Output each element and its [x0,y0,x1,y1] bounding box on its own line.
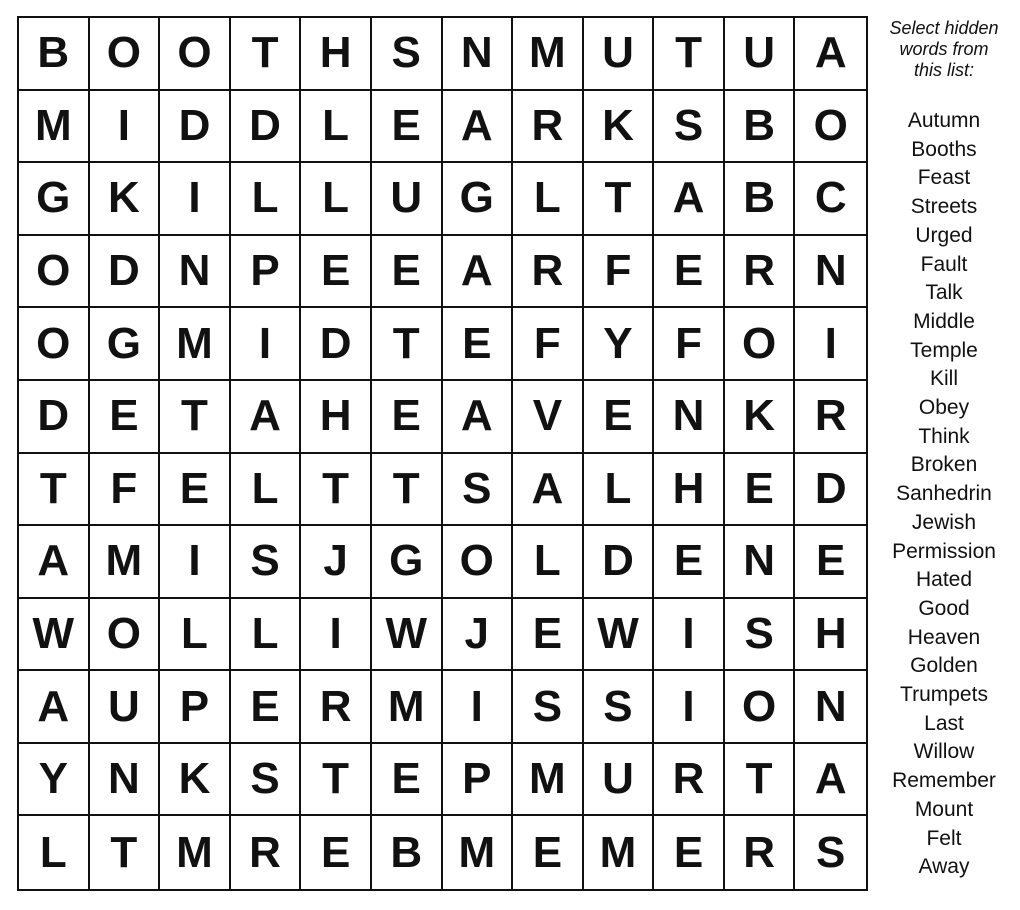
grid-cell[interactable]: E [725,454,796,527]
grid-cell[interactable]: J [443,599,514,672]
word-list-item[interactable]: Remember [892,769,996,793]
grid-cell[interactable]: C [795,163,866,236]
word-list-item[interactable]: Away [918,855,970,879]
grid-cell[interactable]: L [584,454,655,527]
grid-cell[interactable]: T [584,163,655,236]
grid-cell[interactable]: N [795,671,866,744]
grid-cell[interactable]: M [443,816,514,889]
grid-cell[interactable]: O [19,308,90,381]
word-list [872,107,1016,882]
grid-cell[interactable]: S [372,18,443,91]
grid-cell[interactable]: A [513,454,584,527]
word-list-item[interactable]: Mount [914,797,974,821]
grid-cell[interactable]: G [372,526,443,599]
word-list-item[interactable]: Last [924,711,964,735]
grid-cell[interactable]: L [160,599,231,672]
grid-cell[interactable]: H [301,18,372,91]
grid-cell[interactable]: U [372,163,443,236]
grid-cell[interactable]: D [160,91,231,164]
grid-cell[interactable]: R [301,671,372,744]
grid-cell[interactable]: D [90,236,161,309]
grid-cell[interactable]: L [513,526,584,599]
word-list-panel [872,18,1016,882]
grid-cell[interactable]: N [160,236,231,309]
grid-cell[interactable]: K [160,744,231,817]
grid-cell[interactable]: B [725,91,796,164]
grid-cell[interactable]: I [301,599,372,672]
grid-cell[interactable]: H [795,599,866,672]
grid-cell[interactable]: R [795,381,866,454]
grid-cell[interactable]: O [725,308,796,381]
grid-cell[interactable]: D [584,526,655,599]
grid-cell[interactable]: W [372,599,443,672]
grid-cell[interactable]: E [513,599,584,672]
grid-cell[interactable]: M [160,308,231,381]
grid-cell[interactable]: R [725,236,796,309]
grid-cell[interactable]: M [372,671,443,744]
grid-cell[interactable]: M [19,91,90,164]
grid-cell[interactable]: T [301,454,372,527]
grid-cell[interactable]: W [584,599,655,672]
grid-cell[interactable]: N [795,236,866,309]
grid-cell[interactable]: A [443,91,514,164]
word-list-item[interactable]: Urged [915,223,973,247]
grid-cell[interactable]: I [160,163,231,236]
grid-cell[interactable]: I [654,599,725,672]
grid-cell[interactable]: P [443,744,514,817]
grid-cell[interactable]: J [301,526,372,599]
instructions-text: Select hidden words from this list: [889,18,999,80]
word-list-item[interactable]: Middle [913,309,975,333]
grid-cell[interactable]: I [654,671,725,744]
word-list-item[interactable]: Booths [911,137,977,161]
grid-cell[interactable]: M [513,744,584,817]
word-list-item[interactable]: Streets [910,195,978,219]
grid-cell[interactable]: B [725,163,796,236]
grid-cell[interactable]: S [443,454,514,527]
grid-cell[interactable]: E [584,381,655,454]
grid-cell[interactable]: M [160,816,231,889]
grid-cell[interactable]: U [725,18,796,91]
word-list-item[interactable]: Kill [929,367,958,391]
grid-cell[interactable]: U [584,744,655,817]
grid-cell[interactable]: S [513,671,584,744]
grid-cell[interactable]: E [90,381,161,454]
grid-cell[interactable]: L [19,816,90,889]
word-list-item[interactable]: Sanhedrin [896,482,992,506]
grid-cell[interactable]: E [372,381,443,454]
grid-cell[interactable]: L [231,163,302,236]
grid-cell[interactable]: F [513,308,584,381]
grid-cell[interactable]: R [513,236,584,309]
grid-cell[interactable]: R [654,744,725,817]
word-list-item[interactable]: Heaven [907,625,981,649]
grid-cell[interactable]: E [160,454,231,527]
grid-cell[interactable]: H [654,454,725,527]
grid-cell[interactable]: I [90,91,161,164]
grid-cell[interactable]: B [19,18,90,91]
grid-cell[interactable]: L [301,163,372,236]
grid-cell[interactable]: O [725,671,796,744]
grid-cell[interactable]: E [372,91,443,164]
grid-cell[interactable]: G [19,163,90,236]
grid-cell[interactable]: U [584,18,655,91]
grid-cell[interactable]: O [443,526,514,599]
grid-cell[interactable]: M [90,526,161,599]
word-list-item[interactable]: Good [918,596,970,620]
grid-cell[interactable]: D [231,91,302,164]
grid-cell[interactable]: I [231,308,302,381]
word-list-item[interactable]: Felt [926,826,962,850]
grid-cell[interactable]: M [584,816,655,889]
grid-cell[interactable]: L [231,454,302,527]
word-list-item[interactable]: Willow [913,740,975,764]
grid-cell[interactable]: O [90,18,161,91]
grid-cell[interactable]: S [654,91,725,164]
word-list-item[interactable]: Hated [915,568,973,592]
grid-cell[interactable]: R [513,91,584,164]
word-list-item[interactable]: Autumn [907,109,981,132]
word-list-item[interactable]: Jewish [911,510,977,534]
word-list-item[interactable]: Permission [892,539,996,563]
grid-cell[interactable]: S [725,599,796,672]
grid-cell[interactable]: E [301,236,372,309]
grid-cell[interactable]: Y [19,744,90,817]
grid-cell[interactable]: R [231,816,302,889]
word-list-item[interactable]: Talk [925,281,963,305]
grid-cell[interactable]: K [584,91,655,164]
grid-cell[interactable]: A [19,526,90,599]
grid-cell[interactable]: V [513,381,584,454]
grid-cell[interactable]: E [301,816,372,889]
grid-cell[interactable]: O [795,91,866,164]
grid-cell[interactable]: S [584,671,655,744]
grid-cell[interactable]: E [654,526,725,599]
grid-cell[interactable]: T [19,454,90,527]
grid-cell[interactable]: E [443,308,514,381]
grid-cell[interactable]: A [654,163,725,236]
grid-cell[interactable]: O [160,18,231,91]
grid-cell[interactable]: A [443,381,514,454]
grid-cell[interactable]: F [584,236,655,309]
grid-cell[interactable]: R [725,816,796,889]
grid-cell[interactable]: T [301,744,372,817]
grid-cell[interactable]: N [90,744,161,817]
grid-cell[interactable]: O [19,236,90,309]
grid-cell[interactable]: H [301,381,372,454]
grid-cell[interactable]: A [443,236,514,309]
grid-cell[interactable]: L [231,599,302,672]
grid-cell[interactable]: U [90,671,161,744]
grid-cell[interactable]: F [90,454,161,527]
grid-cell[interactable]: E [513,816,584,889]
grid-cell[interactable]: T [372,308,443,381]
letter-grid [17,16,868,891]
grid-cell[interactable]: A [795,744,866,817]
grid-cell[interactable]: M [513,18,584,91]
grid-cell[interactable]: W [19,599,90,672]
grid-cell[interactable]: P [160,671,231,744]
word-list-item[interactable]: Obey [918,396,970,420]
grid-cell[interactable]: E [654,236,725,309]
grid-cell[interactable]: D [795,454,866,527]
word-list-item[interactable]: Fault [920,252,968,276]
grid-cell[interactable]: I [160,526,231,599]
grid-cell[interactable]: E [654,816,725,889]
grid-cell[interactable]: I [795,308,866,381]
grid-cell[interactable]: Y [584,308,655,381]
grid-cell[interactable]: T [90,816,161,889]
grid-cell[interactable]: E [372,236,443,309]
grid-cell[interactable]: T [372,454,443,527]
grid-cell[interactable]: E [372,744,443,817]
grid-cell[interactable]: N [443,18,514,91]
grid-cell[interactable]: A [19,671,90,744]
grid-cell[interactable]: L [301,91,372,164]
grid-cell[interactable]: S [231,526,302,599]
word-list-item[interactable]: Trumpets [900,683,988,707]
grid-cell[interactable]: G [443,163,514,236]
word-list-item[interactable]: Temple [910,338,978,362]
grid-cell[interactable]: K [725,381,796,454]
grid-cell[interactable]: F [654,308,725,381]
word-list-item[interactable]: Think [918,424,970,448]
grid-cell[interactable]: N [654,381,725,454]
word-list-item[interactable]: Broken [910,453,978,477]
grid-cell[interactable]: O [90,599,161,672]
grid-cell[interactable]: T [654,18,725,91]
grid-cell[interactable]: A [231,381,302,454]
grid-cell[interactable]: T [725,744,796,817]
grid-cell[interactable]: K [90,163,161,236]
grid-cell[interactable]: N [725,526,796,599]
word-list-item[interactable]: Golden [910,654,978,678]
grid-cell[interactable]: S [231,744,302,817]
grid-cell[interactable]: E [795,526,866,599]
grid-cell[interactable]: D [19,381,90,454]
grid-cell[interactable]: G [90,308,161,381]
grid-cell[interactable]: T [160,381,231,454]
grid-cell[interactable]: T [231,18,302,91]
grid-cell[interactable]: L [513,163,584,236]
grid-cell[interactable]: S [816,827,846,877]
grid-cell[interactable]: E [231,671,302,744]
grid-cell[interactable]: B [372,816,443,889]
grid-cell[interactable]: D [301,308,372,381]
grid-cell[interactable]: P [231,236,302,309]
word-list-item[interactable]: Feast [917,166,971,190]
grid-cell[interactable]: I [443,671,514,744]
grid-cell[interactable]: A [795,18,866,91]
